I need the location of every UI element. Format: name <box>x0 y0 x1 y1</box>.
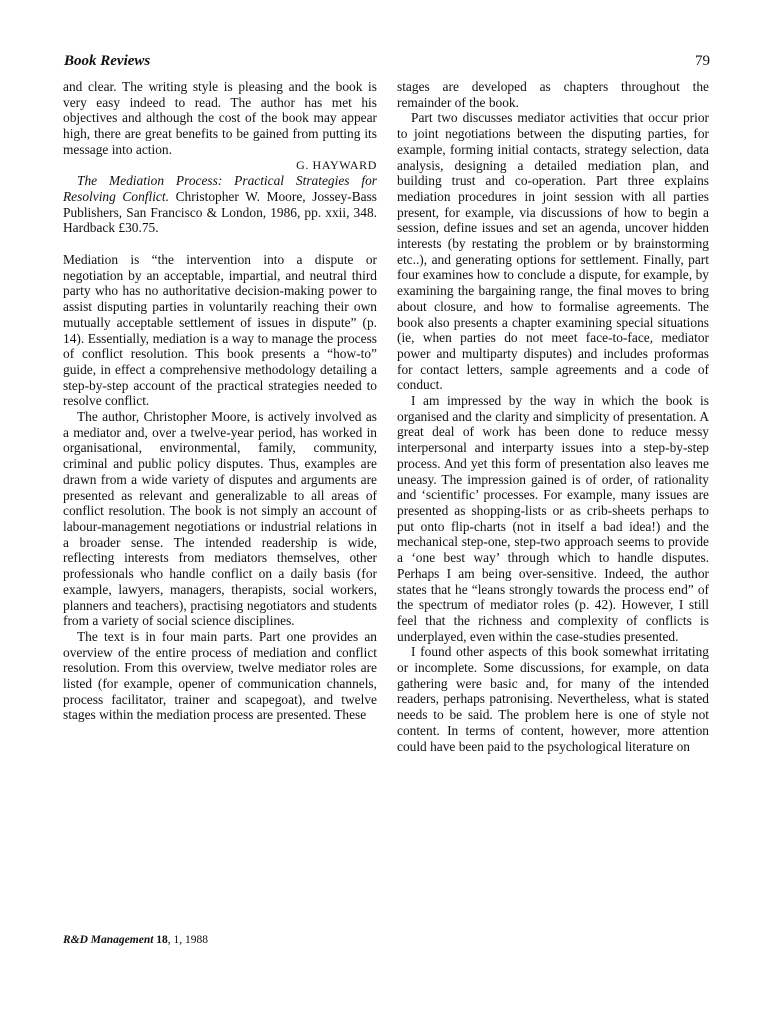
previous-review-ending: and clear. The writing style is pleasing and the book is very easy indeed to read. The author has met his objectives and although the cost of the book may appear high, there are great benefits to be gained from putting its message into action. <box>63 79 377 157</box>
review-heading <box>63 173 377 236</box>
book-title: The Mediation Process: Practical Strategies for Resolving Conflict. <box>63 173 377 204</box>
journal-name: R&D Management <box>63 934 154 946</box>
section-spacer <box>63 236 377 252</box>
page-number: 79 <box>695 53 710 69</box>
reviewer-signature: G. HAYWARD <box>296 157 377 172</box>
review-paragraph: The author, Christopher Moore, is actively involved as a mediator and, over a twelve-year period, has worked in organisational, environmental, family, community, criminal and public policy disputes. Thus, examples are drawn from a wide variety of disputes and arguments are presented as relevant and generalizable to all areas of conflict resolution. The book is not simply an account of labour-management negotiations or industrial relations in a broader sense. The intended readership is wide, reflecting interests from mediators themselves, other professionals who handle conflict on a daily basis (for example, lawyers, managers, therapists, social workers, planners and teachers), practising negotiators and students from a variety of social science disciplines. <box>63 409 377 629</box>
review-paragraph: The text is in four main parts. Part one provides an overview of the entire process of mediation and conflict resolution. From this overview, twelve mediator roles are listed (for example, opener of communication channels, process facilitator, trainer and scapegoat), and twelve stages within the mediation process are presented. These <box>63 628 377 723</box>
right-column <box>397 79 709 754</box>
running-head: Book Reviews <box>64 53 151 69</box>
book-details: Christopher W. Moore, Jossey-Bass Publishers, San Francisco & London, 1986, pp. xxii, 348. Hardback £30.75. <box>63 188 377 236</box>
journal-footer <box>63 934 208 946</box>
review-paragraph: stages are developed as chapters throughout the remainder of the book. <box>397 79 709 110</box>
review-paragraph: Part two discusses mediator activities that occur prior to joint negotiations between the disputing parties, for example, forming initial contacts, strategy selection, data analysis, designing a detailed mediation plan, and building trust and co-operation. Part three explains mediation procedures in joint session with all parties present, for example, via discussions of how to begin a session, define issues and set an agenda, uncover hidden interests (by restating the problem or by brainstorming etc..), and generating options for settlement. Finally, part four examines how to conclude a dispute, for example, by examining the bargaining range, the final moves to bring about closure, and how to formalise agreements. The book also presents a chapter examining special situations (ie, when parties do not meet face-to-face, mediator power and multiparty disputes) and includes proformas for contact letters, sample agreements and a code of conduct. <box>397 110 709 393</box>
left-column <box>63 79 377 723</box>
review-paragraph: I found other aspects of this book somewhat irritating or incomplete. Some discussions, for example, on data gathering were basic and, for many of the intended readers, perhaps patronising. Nevertheless, what is stated needs to be said. The problem here is one of style not content. In terms of content, however, more attention could have been paid to the psychological literature on <box>397 644 709 754</box>
review-paragraph: Mediation is “the intervention into a dispute or negotiation by an acceptable, impartial, and neutral third party who has no authoritative decision-making power to assist disputing parties in voluntarily reaching their own mutually acceptable settlement of issues in dispute” (p. 14). Essentially, mediation is a way to manage the process of conflict resolution. This book presents a “how-to” guide, in effect a comprehensive methodology detailing a step-by-step account of the practical strategies needed to resolve conflict. <box>63 252 377 409</box>
journal-volume: 18 <box>156 934 168 946</box>
review-paragraph: I am impressed by the way in which the book is organised and the clarity and simplicity of presentation. A great deal of work has been done to reduce messy interpersonal and interparty issues into a step-by-step process. And yet this form of presentation also leaves me uneasy. The impression gained is of order, of rationality and ‘scientific’ processes. For example, many issues are presented as shopping-lists or as crib-sheets perhaps to put onto flip-charts (not in itself a bad idea!) and the mechanical step-one, step-two approach seems to provide a ‘one best way’ through which to handle disputes. Perhaps I am being over-sensitive. Indeed, the author states that he “leans strongly towards the process end” of the spectrum of mediator roles (p. 42). However, I still feel that the richness and complexity of conflicts is underplayed, even within the case-studies presented. <box>397 393 709 644</box>
journal-issue-year: , 1, 1988 <box>167 934 209 946</box>
